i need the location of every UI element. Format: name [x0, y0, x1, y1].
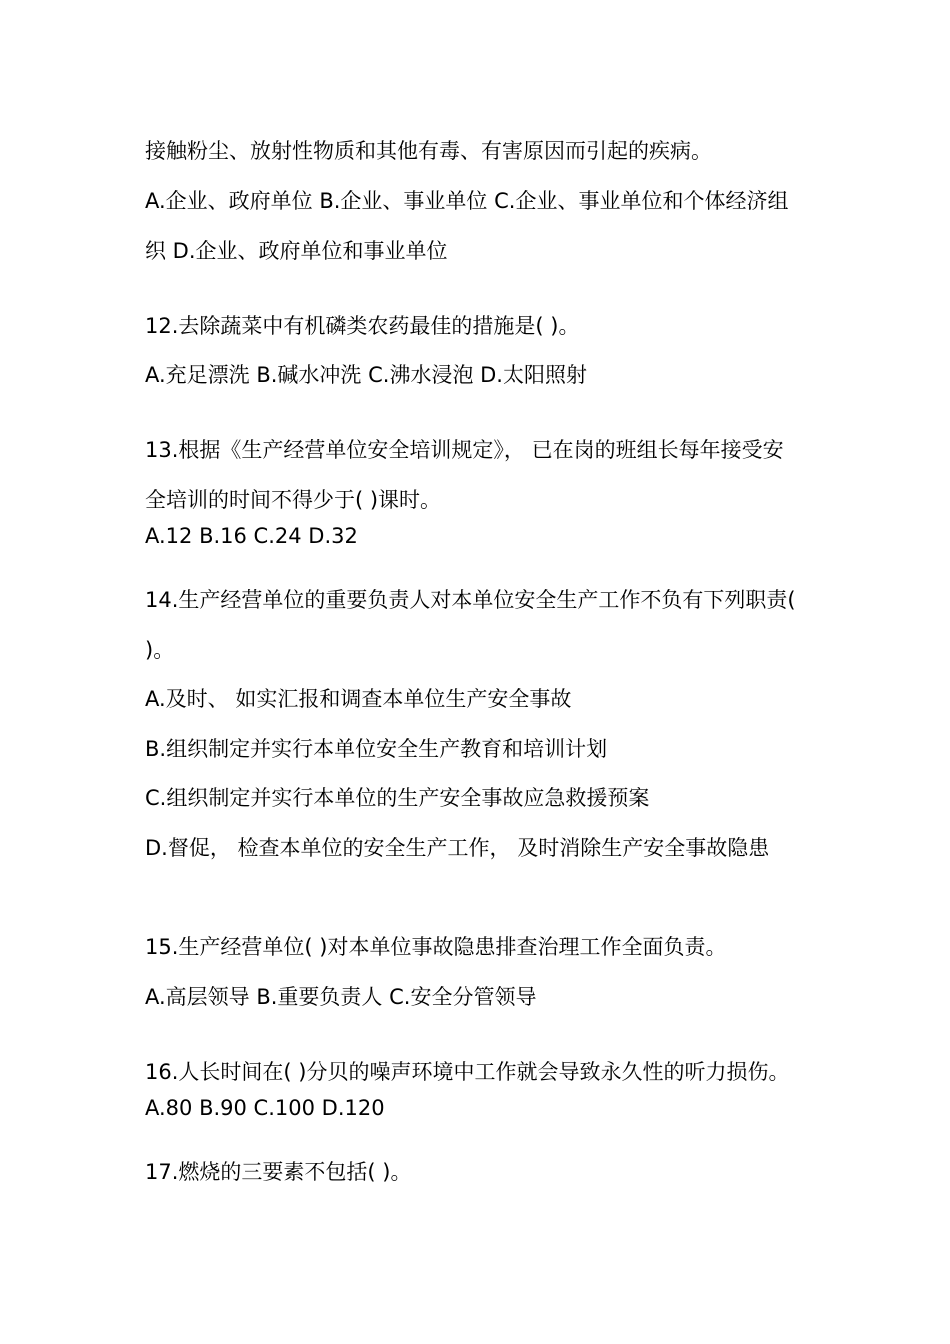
text-line: )。 — [145, 638, 175, 662]
option-14-b: B.组织制定并实行本单位安全生产教育和培训计划 — [145, 737, 608, 761]
question-15: 15.生产经营单位( )对本单位事故隐患排查治理工作全面负责。 — [145, 935, 727, 959]
options-15: A.高层领导 B.重要负责人 C.安全分管领导 — [145, 985, 537, 1009]
question-14: 14.生产经营单位的重要负责人对本单位安全生产工作不负有下列职责( — [145, 588, 796, 612]
text-line: 接触粉尘、放射性物质和其他有毒、有害原因而引起的疾病。 — [145, 139, 712, 163]
option-14-d: D.督促， 检查本单位的安全生产工作， 及时消除生产安全事故隐患 — [145, 836, 770, 860]
options-16: A.80 B.90 C.100 D.120 — [145, 1096, 385, 1120]
options-12: A.充足漂洗 B.碱水冲洗 C.沸水浸泡 D.太阳照射 — [145, 363, 587, 387]
question-13: 13.根据《生产经营单位安全培训规定》， 已在岗的班组长每年接受安 — [145, 438, 784, 462]
question-12: 12.去除蔬菜中有机磷类农药最佳的措施是( )。 — [145, 314, 580, 338]
option-14-a: A.及时、 如实汇报和调查本单位生产安全事故 — [145, 687, 572, 711]
options-13: A.12 B.16 C.24 D.32 — [145, 524, 358, 548]
text-line: 全培训的时间不得少于( )课时。 — [145, 488, 442, 512]
option-14-c: C.组织制定并实行本单位的生产安全事故应急救援预案 — [145, 786, 650, 810]
question-16: 16.人长时间在( )分贝的噪声环境中工作就会导致永久性的听力损伤。 — [145, 1060, 790, 1084]
text-line: 织 D.企业、政府单位和事业单位 — [145, 239, 448, 263]
question-17: 17.燃烧的三要素不包括( )。 — [145, 1160, 412, 1184]
text-line: A.企业、政府单位 B.企业、事业单位 C.企业、事业单位和个体经济组 — [145, 189, 789, 213]
